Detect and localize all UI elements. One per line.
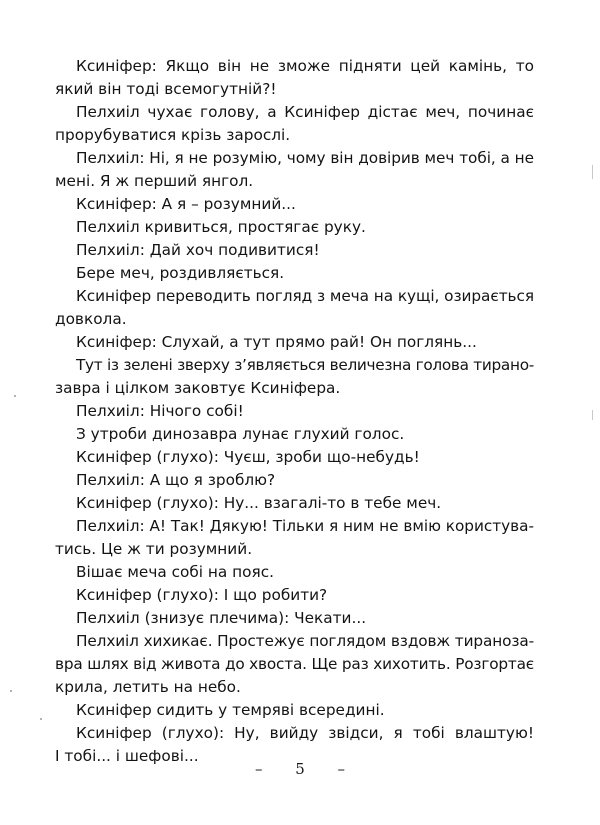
text-line: Тут iз зеленi зверху з’являється величезна голова тирано- bbox=[76, 356, 534, 374]
text-line: вра шлях вiд живота до хвоста. Ще раз хихотить. Розгортає bbox=[55, 655, 534, 673]
scan-speck bbox=[14, 395, 16, 397]
text-line: Ксинiфер: Якщо вiн не зможе пiдняти цей камiнь, то bbox=[76, 57, 534, 75]
text-line: менi. Я ж перший янгол. bbox=[55, 172, 254, 190]
text-line: Ксинiфер переводить погляд з меча на кущi, озирається bbox=[76, 287, 534, 305]
text-line: який вiн тодi всемогутнiй?! bbox=[55, 80, 277, 98]
text-line: Ксинiфер сидить у темрявi всерединi. bbox=[76, 701, 385, 719]
text-line: Вiшає меча собi на пояс. bbox=[76, 563, 274, 581]
page-number: 5 bbox=[295, 760, 305, 778]
scan-speck bbox=[10, 690, 12, 692]
text-line: Пелхиiл: Нiчого собi! bbox=[76, 402, 244, 420]
text-line: I тобi... i шефовi... bbox=[55, 747, 199, 765]
scan-edge-mark bbox=[592, 165, 593, 179]
text-line: Ксинiфер: Слухай, а тут прямо рай! Он поглянь... bbox=[76, 333, 477, 351]
text-line: Пелхиiл: Дай хоч подивитися! bbox=[76, 241, 320, 259]
text-line: Ксинiфер (глухо): Ну, вийду звiдси, я тобi влаштую! bbox=[76, 724, 534, 742]
text-line: Ксинiфер (глухо): I що робити? bbox=[76, 586, 328, 604]
text-line: Пелхиiл: А! Так! Дякую! Тiльки я ним не вмiю користува- bbox=[76, 517, 534, 535]
scan-speck bbox=[40, 718, 42, 720]
text-line: Ксинiфер (глухо): Чуєш, зроби що-небудь! bbox=[76, 448, 420, 466]
text-line: Пелхиiл (знизує плечима): Чекати... bbox=[76, 609, 367, 627]
text-line: тись. Це ж ти розумний. bbox=[55, 540, 253, 558]
scan-edge-mark bbox=[592, 410, 593, 420]
text-line: завра i цiлком заковтує Ксинiфера. bbox=[55, 379, 341, 397]
text-line: Пелхиiл кривиться, простягає руку. bbox=[76, 218, 366, 236]
footer-dash-left: – bbox=[254, 760, 263, 778]
text-line: Пелхиiл: Нi, я не розумiю, чому вiн довiрив меч тобi, а не bbox=[76, 149, 534, 167]
footer-dash-right: – bbox=[337, 760, 346, 778]
book-page-text bbox=[55, 55, 534, 768]
text-line: З утроби динозавра лунає глухий голос. bbox=[76, 425, 405, 443]
page-footer bbox=[0, 760, 600, 778]
text-line: Ксинiфер (глухо): Ну... взагалi-то в тебе меч. bbox=[76, 494, 442, 512]
text-line: Пелхиiл: А що я зроблю? bbox=[76, 471, 276, 489]
text-line: Бере меч, роздивляється. bbox=[76, 264, 285, 282]
text-line: Пелхиiл чухає голову, а Ксинiфер дiстає меч, починає bbox=[76, 103, 534, 121]
text-line: довкола. bbox=[55, 310, 127, 328]
text-line: прорубуватися крiзь зарослi. bbox=[55, 126, 291, 144]
text-line: Ксинiфер: А я – розумний... bbox=[76, 195, 296, 213]
text-line: крила, летить на небо. bbox=[55, 678, 241, 696]
text-line: Пелхиiл хихикає. Простежує поглядом вздовж тираноза- bbox=[76, 632, 534, 650]
